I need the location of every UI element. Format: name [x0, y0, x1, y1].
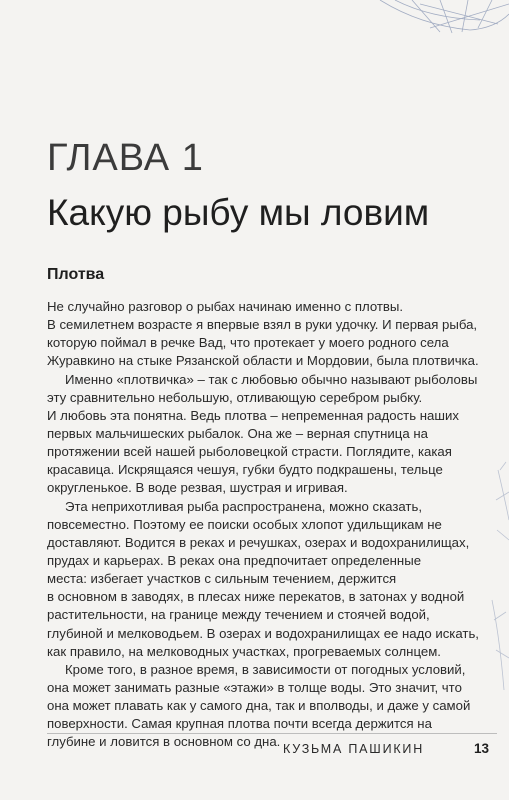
text-line: доставляют. Водится в реках и речушках, озерах и водохранилищах, — [47, 534, 470, 550]
text-line: И любовь эта понятна. Ведь плотва – непременная радость наших — [47, 407, 459, 423]
chapter-label: ГЛАВА 1 — [47, 137, 204, 179]
text-line: Кроме того, в разное время, в зависимости от погодных условий, — [65, 661, 466, 677]
fishing-net-sketch-icon — [380, 0, 509, 33]
text-line: Именно «плотвичка» – так с любовью обычно называют рыболовы — [65, 371, 478, 387]
text-line: она может плавать как у самого дна, так и вполводы, и даже у самой — [47, 698, 471, 714]
text-line: красавица. Искрящаяся чешуя, губки будто подкрашены, тельце — [47, 462, 443, 478]
body-text — [47, 298, 497, 752]
text-line: места: избегает участков с сильным течением, держится — [47, 571, 397, 587]
section-heading: Плотва — [47, 266, 105, 283]
page-number: 13 — [474, 741, 490, 756]
text-line: растительности, на границе между течением и стоячей водой, — [47, 607, 430, 623]
text-line: повсеместно. Поэтому ее поиски особых хлопот удильщикам не — [47, 516, 442, 532]
text-line: Журавкино на стыке Рязанской области и Мордовии, была плотвичка. — [47, 353, 479, 369]
text-line: прудах и карьерах. В реках она предпочитает определенные — [47, 552, 422, 568]
chapter-title: Какую рыбу мы ловим — [47, 192, 430, 233]
text-line: поверхности. Самая крупная плотва почти всегда держится на — [47, 716, 432, 732]
footer-divider — [47, 733, 497, 734]
text-line: В семилетнем возрасте я впервые взял в руки удочку. И первая рыба, — [47, 317, 478, 333]
text-line: Эта неприхотливая рыба распространена, можно сказать, — [65, 498, 422, 514]
running-footer-author: КУЗЬМА ПАШИКИН — [283, 742, 425, 756]
text-line: которую поймал в речке Вад, что протекает у моего родного села — [47, 335, 449, 351]
text-line: округленькое. В воде резвая, шустрая и игривая. — [47, 480, 348, 496]
text-line: протяжении всей нашей рыболовецкой страсти. Поглядите, какая — [47, 444, 452, 460]
text-line: первых мальчишеских рыбалок. Она же – верная спутница на — [47, 425, 428, 441]
text-line: она может занимать разные «этажи» в толще воды. Это значит, что — [47, 679, 462, 695]
text-line: Не случайно разговор о рыбах начинаю именно с плотвы. — [47, 299, 404, 314]
text-line: глубине и ловится в основном со дна. — [47, 734, 281, 750]
text-line: эту сравнительно небольшую, отливающую серебром рыбку. — [47, 389, 423, 405]
text-line: как правило, на мелководных участках, прогреваемых солнцем. — [47, 643, 441, 659]
text-line: в основном в заводях, в плесах ниже перекатов, в затонах у водной — [47, 589, 465, 605]
text-line: глубиной и мелководьем. В озерах и водохранилищах ее надо искать, — [47, 625, 479, 641]
